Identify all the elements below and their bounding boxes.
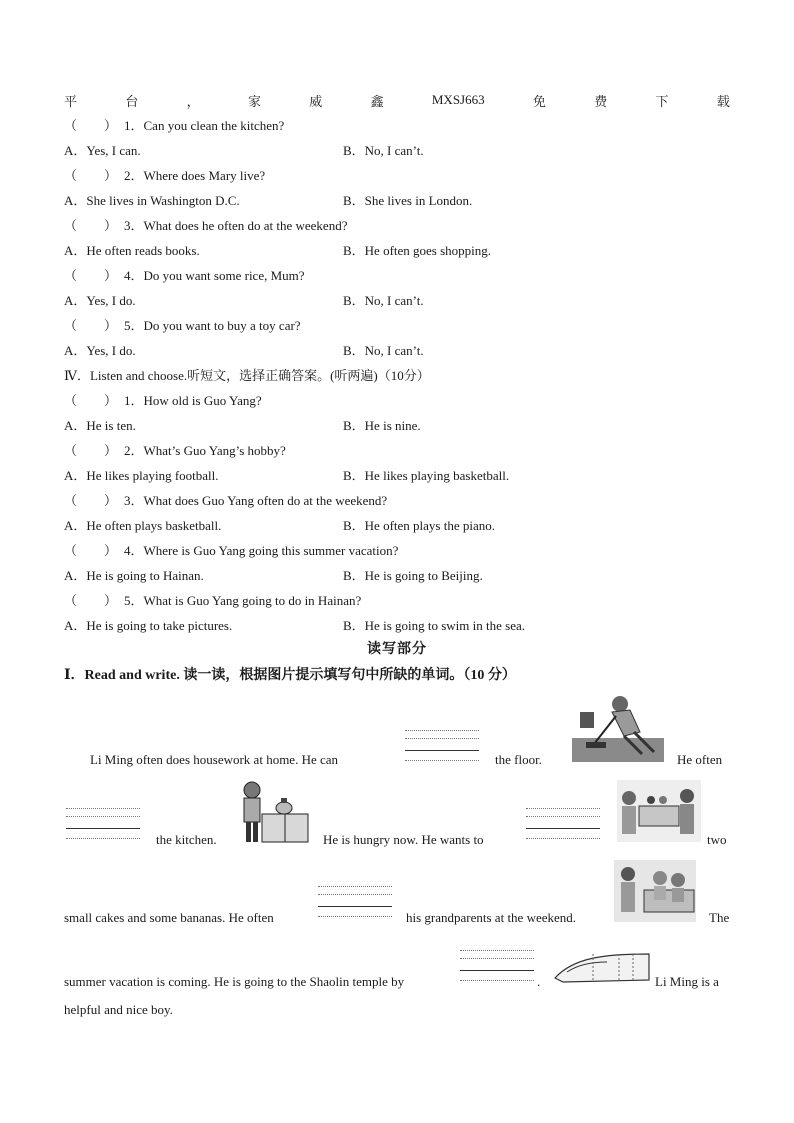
answer-blank-4[interactable] <box>318 886 392 920</box>
question-row <box>64 166 744 191</box>
option-b[interactable]: B．He is going to swim in the sea. <box>343 618 525 633</box>
option-b[interactable]: B．No, I can’t. <box>343 143 424 158</box>
options-row <box>64 141 744 166</box>
question-number: 5． <box>124 318 144 333</box>
option-b[interactable]: B．He often plays the piano. <box>343 518 495 533</box>
header-char: 载 <box>716 93 730 109</box>
question-text: What does he often do at the weekend? <box>143 218 348 233</box>
question-row <box>64 591 744 616</box>
question-text: Where is Guo Yang going this summer vacation? <box>143 543 399 558</box>
reading-writing-title: 读写部分 <box>367 642 427 657</box>
passage-text: the kitchen. <box>156 832 217 847</box>
question-text: What does Guo Yang often do at the weekend? <box>143 493 388 508</box>
options-row <box>64 566 744 591</box>
question-number: 3． <box>124 218 144 233</box>
question-number: 4． <box>124 268 144 283</box>
reading-writing-heading: Ⅰ．Read and write. 读一读，根据图片提示填写句中所缺的单词。（10 分） <box>64 668 516 683</box>
question-text: Can you clean the kitchen? <box>143 118 285 133</box>
options-row <box>64 416 744 441</box>
option-b[interactable]: B．He likes playing basketball. <box>343 468 510 483</box>
header-code: MXSJ663 <box>431 92 485 107</box>
option-a[interactable]: A．He often reads books. <box>64 243 200 258</box>
option-b[interactable]: B．He is nine. <box>343 418 421 433</box>
question-row <box>64 491 744 516</box>
question-row <box>64 266 744 291</box>
options-row <box>64 466 744 491</box>
passage-text: He often <box>677 752 723 767</box>
high-speed-train-image <box>553 948 651 988</box>
question-row <box>64 541 744 566</box>
passage-text: Li Ming often does housework at home. He can <box>90 752 339 767</box>
header-char: 家 <box>247 93 261 109</box>
option-b[interactable]: B．He often goes shopping. <box>343 243 492 258</box>
question-number: 3． <box>124 493 144 508</box>
question-number: 4． <box>124 543 144 558</box>
question-number: 2． <box>124 443 144 458</box>
answer-bracket[interactable]: （ ） <box>64 543 118 558</box>
question-row <box>64 441 744 466</box>
sweeping-floor-image <box>572 692 664 762</box>
buying-food-image <box>617 780 701 842</box>
answer-blank-2[interactable] <box>66 808 140 842</box>
answer-bracket[interactable]: （ ） <box>64 593 118 608</box>
visiting-grandparents-image <box>614 860 696 922</box>
passage-text: his grandparents at the weekend. <box>406 910 577 925</box>
question-text: What is Guo Yang going to do in Hainan? <box>143 593 362 608</box>
option-a[interactable]: A．Yes, I do. <box>64 343 136 358</box>
question-number: 1． <box>124 118 144 133</box>
header-char: 鑫 <box>370 93 384 109</box>
answer-blank-3[interactable] <box>526 808 600 842</box>
answer-bracket[interactable]: （ ） <box>64 168 118 183</box>
passage-text: Li Ming is a <box>655 974 719 989</box>
answer-blank-1[interactable] <box>405 730 479 764</box>
question-number: 1． <box>124 393 144 408</box>
option-b[interactable]: B．No, I can’t. <box>343 293 424 308</box>
answer-bracket[interactable]: （ ） <box>64 268 118 283</box>
page-header <box>64 90 730 110</box>
options-row <box>64 191 744 216</box>
answer-blank-5[interactable] <box>460 950 534 984</box>
options-row <box>64 291 744 316</box>
option-a[interactable]: A．He often plays basketball. <box>64 518 222 533</box>
header-char: 平 <box>64 93 78 109</box>
header-char: ， <box>186 93 200 109</box>
answer-bracket[interactable]: （ ） <box>64 393 118 408</box>
header-char: 台 <box>125 93 139 109</box>
question-number: 2． <box>124 168 144 183</box>
question-number: 5． <box>124 593 144 608</box>
option-a[interactable]: A．He is going to take pictures. <box>64 618 233 633</box>
passage-text: the floor. <box>495 752 542 767</box>
question-text: How old is Guo Yang? <box>143 393 262 408</box>
passage-text: helpful and nice boy. <box>64 1002 173 1017</box>
option-a[interactable]: A．He is going to Hainan. <box>64 568 204 583</box>
answer-bracket[interactable]: （ ） <box>64 118 118 133</box>
option-a[interactable]: A．Yes, I do. <box>64 293 136 308</box>
question-row <box>64 391 744 416</box>
header-char: 费 <box>594 93 608 109</box>
option-b[interactable]: B．She lives in London. <box>343 193 473 208</box>
header-char: 威 <box>309 93 323 109</box>
answer-bracket[interactable]: （ ） <box>64 318 118 333</box>
option-a[interactable]: A．Yes, I can. <box>64 143 141 158</box>
question-text: Do you want to buy a toy car? <box>143 318 301 333</box>
option-b[interactable]: B．No, I can’t. <box>343 343 424 358</box>
options-row <box>64 241 744 266</box>
section-title-part4: Ⅳ．Listen and choose.听短文，选择正确答案。(听两遍)（10分） <box>64 368 430 383</box>
passage-text: summer vacation is coming. He is going to the Shaolin temple by <box>64 974 405 989</box>
header-char: 免 <box>532 93 546 109</box>
passage-text: He is hungry now. He wants to <box>323 832 484 847</box>
answer-bracket[interactable]: （ ） <box>64 493 118 508</box>
passage-text: two <box>707 832 727 847</box>
question-text: Do you want some rice, Mum? <box>143 268 305 283</box>
listening-questions <box>64 116 744 641</box>
option-a[interactable]: A．She lives in Washington D.C. <box>64 193 240 208</box>
answer-bracket[interactable]: （ ） <box>64 218 118 233</box>
options-row <box>64 516 744 541</box>
question-text: What’s Guo Yang’s hobby? <box>143 443 286 458</box>
option-a[interactable]: A．He likes playing football. <box>64 468 219 483</box>
question-row <box>64 316 744 341</box>
options-row <box>64 341 744 366</box>
header-char: 下 <box>655 93 669 109</box>
passage-text: The <box>709 910 730 925</box>
cleaning-kitchen-image <box>238 778 310 844</box>
question-row <box>64 116 744 141</box>
passage-text: small cakes and some bananas. He often <box>64 910 274 925</box>
option-a[interactable]: A．He is ten. <box>64 418 136 433</box>
option-b[interactable]: B．He is going to Beijing. <box>343 568 483 583</box>
passage-text: . <box>537 974 541 989</box>
question-row <box>64 216 744 241</box>
answer-bracket[interactable]: （ ） <box>64 443 118 458</box>
question-text: Where does Mary live? <box>143 168 266 183</box>
